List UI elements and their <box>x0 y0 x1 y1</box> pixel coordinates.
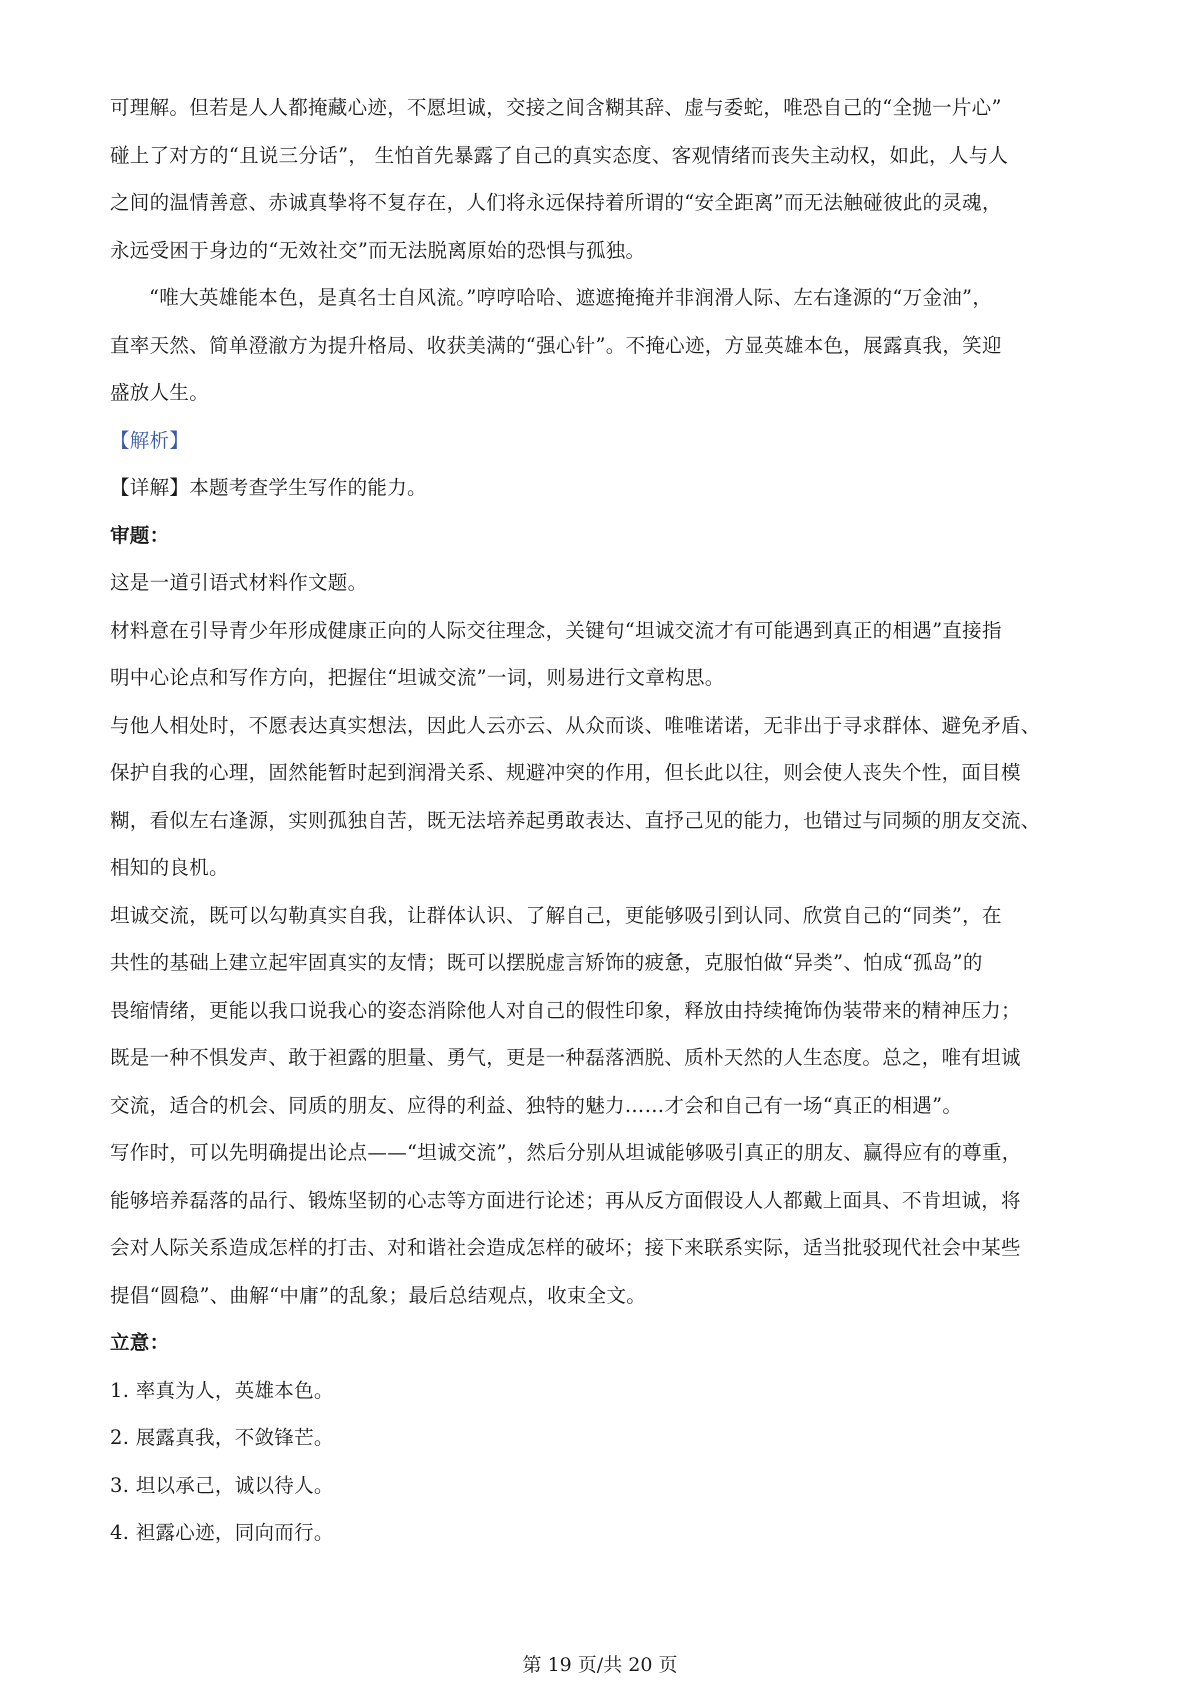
review-intro: 这是一道引语式材料作文题。 <box>110 571 368 594</box>
ideas-list <box>110 1367 1100 1557</box>
analysis-tag: 【解析】 <box>110 428 190 452</box>
text-line: 糊，看似左右逢源，实则孤独自苦，既无法培养起勇敢表达、直抒己见的能力，也错过与同频的朋友交流、 <box>110 808 1041 832</box>
analysis-detail: 【详解】本题考查学生写作的能力。 <box>110 476 427 499</box>
text-line: 共性的基础上建立起牢固真实的友情；既可以摆脱虚言矫饰的疲惫，克服怕做“异类”、怕成“孤岛”的 <box>110 951 983 974</box>
text-line: 会对人际关系造成怎样的打击、对和谐社会造成怎样的破坏；接下来联系实际，适当批驳现代社会中某些 <box>110 1236 1021 1259</box>
text-line: 既是一种不惧发声、敢于袒露的胆量、勇气，更是一种磊落洒脱、质朴天然的人生态度。总之，唯有坦诚 <box>110 1046 1021 1069</box>
text-line: 写作时，可以先明确提出论点——“坦诚交流”，然后分别从坦诚能够吸引真正的朋友、赢得应有的尊重， <box>110 1141 1022 1164</box>
page-number: 第 19 页/共 20 页 <box>522 1654 678 1676</box>
text-line: 保护自我的心理，固然能暂时起到润滑关系、规避冲突的作用，但长此以往，则会使人丧失个性，面目模 <box>110 761 1021 784</box>
list-item: 1. 率真为人，英雄本色。 <box>110 1378 334 1402</box>
text-line: 材料意在引导青少年形成健康正向的人际交往理念，关键句“坦诚交流才有可能遇到真正的相遇”直接指 <box>110 618 1002 642</box>
text-line: 永远受困于身边的“无效社交”而无法脱离原始的恐惧与孤独。 <box>110 238 646 262</box>
text-line: 交流，适合的机会、同质的朋友、应得的利益、独特的魅力……才会和自己有一场“真正的相遇”。 <box>110 1093 963 1117</box>
list-item: 4. 袒露心迹，同向而行。 <box>110 1521 334 1544</box>
text-line: 提倡“圆稳”、曲解“中庸”的乱象；最后总结观点，收束全文。 <box>110 1283 647 1307</box>
ideas-heading: 立意： <box>110 1331 170 1354</box>
text-line: “唯大英雄能本色，是真名士自风流。”哼哼哈哈、遮遮掩掩并非润滑人际、左右逢源的“万金油”， <box>149 286 993 309</box>
text-line: 畏缩情绪，更能以我口说我心的姿态消除他人对自己的假性印象，释放由持续掩饰伪装带来的精神压力； <box>110 998 1021 1022</box>
text-line: 与他人相处时，不愿表达真实想法，因此人云亦云、从众而谈、唯唯诺诺，无非出于寻求群体、避免矛盾、 <box>110 713 1041 737</box>
review-paragraph-1 <box>110 607 1100 702</box>
text-line: 盛放人生。 <box>110 381 210 404</box>
review-heading: 审题： <box>110 523 170 547</box>
essay-paragraph-2 <box>110 274 1100 417</box>
essay-paragraph-1 <box>110 84 1100 274</box>
list-item: 2. 展露真我，不敛锋芒。 <box>110 1426 334 1449</box>
text-line: 直率天然、简单澄澈方为提升格局、收获美满的“强心针”。不掩心迹，方显英雄本色，展露真我，笑迎 <box>110 333 1002 357</box>
review-paragraph-2 <box>110 702 1100 892</box>
document-body <box>110 84 1100 1557</box>
review-paragraph-4 <box>110 1129 1100 1319</box>
text-line: 明中心论点和写作方向，把握住“坦诚交流”一词，则易进行文章构思。 <box>110 666 725 689</box>
text-line: 之间的温情善意、赤诚真挚将不复存在，人们将永远保持着所谓的“安全距离”而无法触碰彼此的灵魂， <box>110 191 1002 214</box>
list-item: 3. 坦以承己，诚以待人。 <box>110 1473 334 1497</box>
text-line: 坦诚交流，既可以勾勒真实自我，让群体认识、了解自己，更能够吸引到认同、欣赏自己的“同类”，在 <box>110 903 1002 927</box>
text-line: 碰上了对方的“且说三分话”， 生怕首先暴露了自己的真实态度、客观情绪而丧失主动权，如此，人与人 <box>110 143 1009 167</box>
text-line: 相知的良机。 <box>110 856 229 879</box>
review-paragraph-3 <box>110 892 1100 1130</box>
text-line: 能够培养磊落的品行、锻炼坚韧的心志等方面进行论述；再从反方面假设人人都戴上面具、不肯坦诚，将 <box>110 1188 1021 1212</box>
text-line: 可理解。但若是人人都掩藏心迹，不愿坦诚，交接之间含糊其辞、虚与委蛇，唯恐自己的“全抛一片心” <box>110 96 1002 119</box>
